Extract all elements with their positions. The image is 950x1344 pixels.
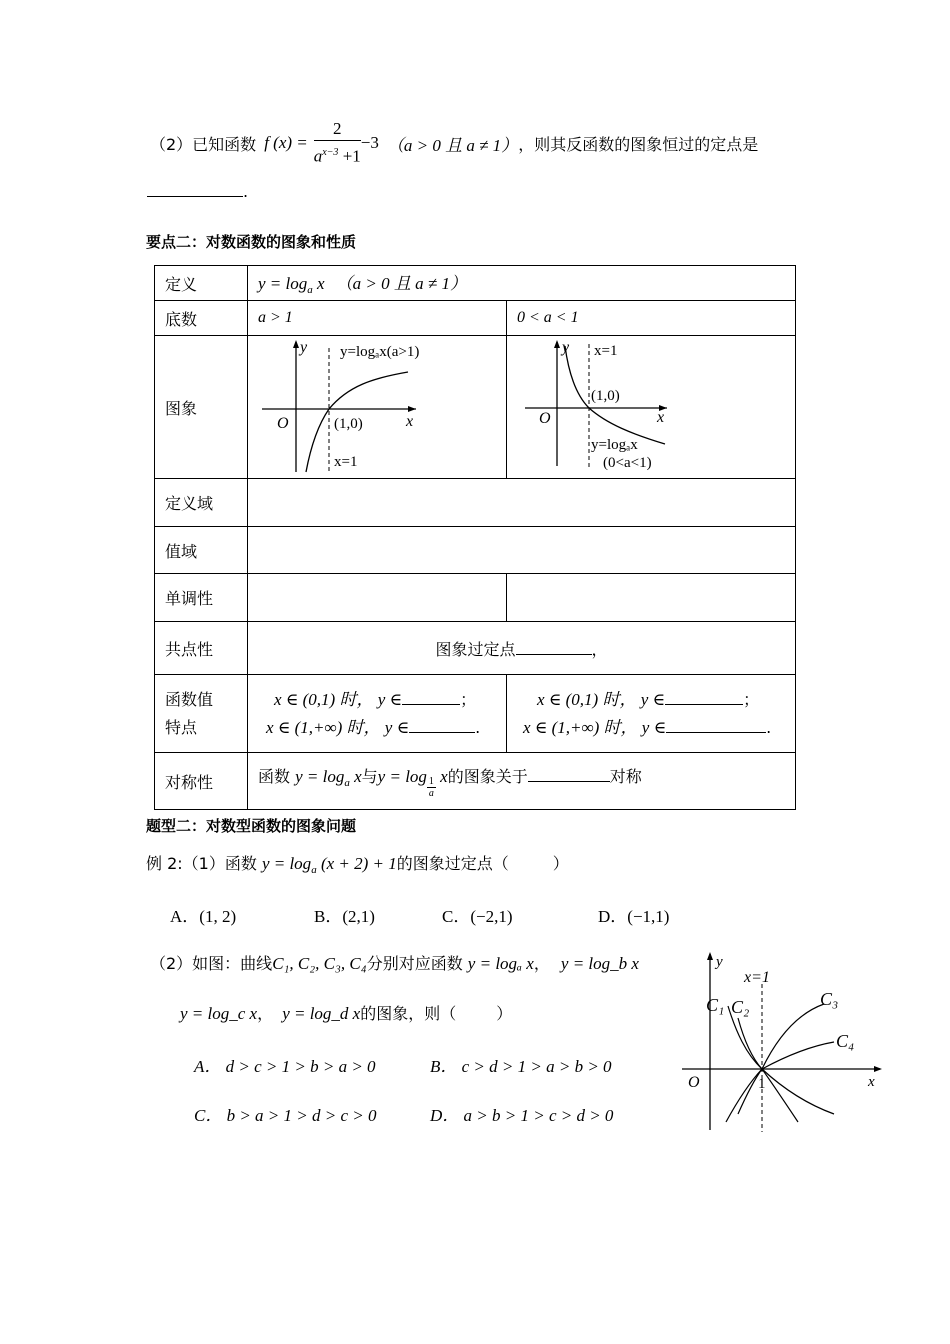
ex2-option-c[interactable]: C．(−2,1)	[442, 907, 513, 926]
values-left-2: x ∈ (1,+∞) 时， y ∈	[266, 717, 410, 737]
sym-pre: 函数	[258, 766, 291, 786]
sym-end: 对称	[609, 766, 642, 786]
sym-f1-sub: a	[344, 776, 350, 789]
label-domain: 定义域	[155, 479, 248, 527]
label-common-point: 共点性	[155, 622, 248, 675]
g1-line-label: x=1	[334, 454, 358, 470]
graph-right-cell	[507, 336, 796, 479]
sym-f1: y = log	[295, 766, 345, 786]
values-right-semi: ；	[743, 689, 760, 709]
label-values-2: 特点	[165, 717, 198, 737]
label-monotonicity: 单调性	[155, 574, 248, 622]
mono-left-cell[interactable]	[248, 574, 507, 622]
domain-answer-cell[interactable]	[248, 479, 796, 527]
q2-fc: y = log_c x	[180, 1004, 258, 1023]
values-left-semi: ；	[460, 689, 477, 709]
ex2-formula: y = log	[261, 854, 312, 873]
q2-fig-c3: C₃	[820, 989, 839, 1009]
graph-log-a-gt-1	[248, 336, 506, 474]
label-symmetry: 对称性	[155, 753, 248, 810]
sym-f2-sub	[427, 776, 436, 799]
label-graph: 图象	[155, 336, 248, 479]
base-right: 0 < a < 1	[507, 301, 796, 336]
q2-option-b[interactable]: B． c > d > 1 > a > b > 0	[430, 1057, 612, 1076]
g2-line-label: x=1	[594, 343, 618, 359]
range-answer-cell[interactable]	[248, 527, 796, 574]
q2-prev-minus: −3	[360, 133, 379, 152]
table-row-range	[155, 527, 796, 574]
q2-fig-y-label: y	[716, 954, 723, 970]
type2-title: 题型二：对数型函数的图象问题	[146, 817, 357, 835]
table-row-base	[155, 301, 796, 336]
values-left-2-blank[interactable]	[409, 718, 475, 733]
ex2-option-d[interactable]: D．(−1,1)	[598, 907, 670, 926]
q2-fig-c4: C₄	[836, 1031, 855, 1051]
q2-option-c[interactable]: C． b > a > 1 > d > c > 0	[194, 1106, 377, 1125]
q2-fig-c1: C₁	[706, 995, 725, 1015]
q2-fig-line-label: x=1	[744, 969, 770, 986]
q2-option-a[interactable]: A． d > c > 1 > b > a > 0	[194, 1057, 376, 1076]
sym-f2-x: x	[435, 766, 448, 786]
graph-log-a-lt-1	[507, 336, 795, 474]
common-point-text: 图象过定点	[435, 639, 516, 659]
q2-option-d[interactable]: D． a > b > 1 > c > d > 0	[430, 1106, 614, 1125]
q2-fig-x-label: x	[868, 1074, 875, 1090]
q2-prev-fraction	[314, 118, 361, 169]
q2-fd: y = log_d x	[282, 1004, 361, 1023]
g1-point: (1,0)	[334, 416, 363, 432]
table-row-common-point	[155, 622, 796, 675]
label-range: 值域	[155, 527, 248, 574]
values-left-1-blank[interactable]	[402, 690, 460, 705]
def-cond: （a > 0 且 a ≠ 1）	[335, 274, 467, 294]
graph-left-cell	[248, 336, 507, 479]
values-right-1: x ∈ (0,1) 时， y ∈	[537, 689, 666, 709]
q2-prev-f: f (x) =	[264, 133, 308, 152]
sym-f2-sub-den: a	[428, 787, 434, 799]
label-definition: 定义	[155, 266, 248, 301]
q2-prev-cond: （a > 0 且 a ≠ 1）	[386, 135, 519, 155]
values-right-2: x ∈ (1,+∞) 时， y ∈	[523, 717, 667, 737]
def-x: x	[312, 274, 325, 294]
values-left-cell	[248, 675, 507, 753]
q2-figure	[676, 946, 890, 1136]
table-row-symmetry	[155, 753, 796, 810]
g1-x-arrow	[408, 406, 416, 412]
table-row-graph	[155, 336, 796, 479]
label-values-1: 函数值	[165, 689, 214, 709]
q2-prev-answer-blank[interactable]	[147, 182, 248, 201]
mono-right-cell[interactable]	[507, 574, 796, 622]
q2-fb: y = log_b x	[560, 954, 639, 973]
q2-label: （2）如图：曲线	[150, 954, 273, 973]
q2-prev-text: ，则其反函数的图象恒过的定点是	[518, 134, 759, 154]
table-row-domain	[155, 479, 796, 527]
q2-line2: y = log_c x， y = log_d x的图象，则（ ）	[180, 1004, 513, 1023]
sym-post: 的图象关于	[447, 766, 528, 786]
label-base: 底数	[155, 301, 248, 336]
q2-prev-end: .	[243, 182, 249, 201]
q2-fig-origin: O	[688, 1074, 700, 1091]
g1-curve-label: y=logₐx(a>1)	[340, 344, 420, 360]
q2-prev-frac-exp: x−3	[322, 146, 339, 158]
ex2-text: 的图象过定点（	[396, 854, 509, 873]
g2-curve-label-1: y=logₐx	[591, 437, 638, 453]
q2-line2-close: ）	[496, 1004, 513, 1023]
g2-y-label: y	[562, 339, 570, 356]
q2-fa: y = logₐ x	[467, 954, 534, 973]
table-row-values	[155, 675, 796, 753]
table-row-monotonicity	[155, 574, 796, 622]
values-right-dot: .	[766, 717, 772, 737]
g1-y-label: y	[300, 339, 308, 356]
symmetry-cell	[248, 753, 796, 810]
ex2-q1	[146, 851, 569, 876]
ex2-close: ）	[552, 854, 569, 873]
ex2-sub: a	[311, 864, 317, 877]
sym-mid: 与	[361, 766, 378, 786]
common-point-tail: ，	[591, 639, 608, 659]
def-formula: y = log	[258, 274, 308, 294]
ex2-formula-tail: (x + 2) + 1	[316, 854, 397, 873]
q2-fig-one: 1	[758, 1076, 766, 1092]
def-sub: a	[307, 284, 313, 297]
values-left-1: x ∈ (0,1) 时， y ∈	[274, 689, 403, 709]
q2-fig-curve-c4	[726, 1042, 834, 1122]
q2-fig-x-arrow	[874, 1066, 882, 1072]
values-right-1-blank[interactable]	[665, 690, 743, 705]
values-left-dot: .	[475, 717, 481, 737]
table-row-definition	[155, 266, 796, 301]
sym-f1-x: x	[349, 766, 362, 786]
g2-point: (1,0)	[591, 388, 620, 404]
q2-prev-frac-tail: +1	[338, 146, 361, 166]
q2-fig-y-arrow	[707, 952, 713, 960]
q2-prev-frac-num: 2	[314, 118, 361, 141]
ex2-option-b[interactable]: B．(2,1)	[314, 907, 375, 926]
label-values	[155, 675, 248, 753]
log-properties-table	[154, 265, 796, 810]
q2-prev-line	[150, 118, 758, 168]
common-point-cell	[248, 622, 796, 675]
g1-y-arrow	[293, 340, 299, 348]
values-right-cell	[507, 675, 796, 753]
q2-mid: 分别对应函数	[366, 954, 463, 973]
sym-blank[interactable]	[528, 767, 610, 782]
g2-x-label: x	[657, 409, 665, 426]
q2-line2-text: 的图象，则（	[360, 1004, 457, 1023]
g2-origin: O	[539, 410, 551, 427]
base-left: a > 1	[248, 301, 507, 336]
ex2-label: 例 2:（1）函数	[146, 854, 257, 873]
sym-f2-sub-num: 1	[428, 775, 434, 787]
q2-prev-label: （2）已知函数	[150, 134, 257, 154]
q2-fig-curve-c1	[728, 1006, 798, 1122]
sym-f2: y = log	[377, 766, 427, 786]
q2-curves: C₁, C₂, C₃, C₄	[272, 954, 367, 973]
g2-y-arrow	[554, 340, 560, 348]
ex2-option-a[interactable]: A．(1, 2)	[170, 907, 237, 926]
values-right-2-blank[interactable]	[666, 718, 766, 733]
q2-prev-frac-base: a	[313, 146, 323, 166]
g1-x-label: x	[406, 413, 414, 430]
section2-title: 要点二：对数函数的图象和性质	[146, 233, 357, 251]
q2-fig-c2: C₂	[731, 997, 750, 1017]
common-point-blank[interactable]	[516, 640, 592, 655]
q2-fig-curve-c2	[738, 1018, 834, 1114]
definition-cell	[248, 266, 796, 301]
g1-origin: O	[277, 415, 289, 432]
q2-line1: （2）如图：曲线C₁, C₂, C₃, C₄分别对应函数 y = logₐ x， y = log_b x	[150, 954, 639, 973]
g2-curve-label-2: (0<a<1)	[603, 455, 652, 471]
